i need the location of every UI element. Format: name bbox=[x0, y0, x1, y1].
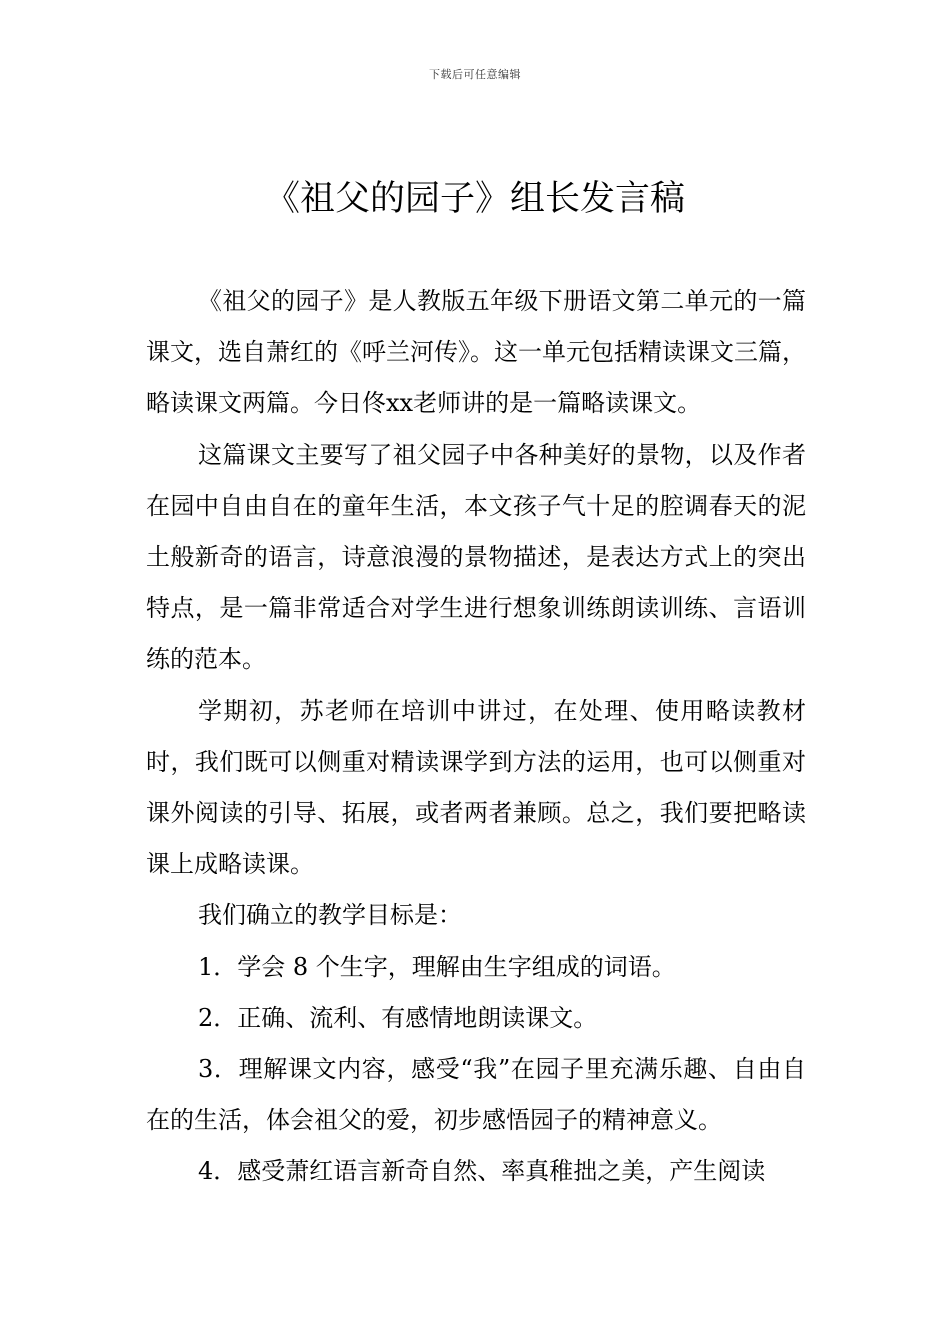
paragraph-content-summary: 这篇课文主要写了祖父园子中各种美好的景物，以及作者在园中自由自在的童年生活，本文孩子气十足的腔调春天的泥土般新奇的语言，诗意浪漫的景物描述，是表达方式上的突出特点，是一篇非常适合对学生进行想象训练朗读训练、言语训练的范本。 bbox=[146, 440, 806, 674]
goal-item-1: 1．学会 8 个生字，理解由生字组成的词语。 bbox=[198, 952, 676, 981]
goal-item-4: 4．感受萧红语言新奇自然、率真稚拙之美，产生阅读 bbox=[198, 1157, 766, 1186]
paragraph-goals-heading: 我们确立的教学目标是： bbox=[198, 901, 462, 930]
document-body bbox=[146, 276, 806, 1198]
goal-item-2: 2．正确、流利、有感情地朗读课文。 bbox=[198, 1003, 598, 1032]
paragraph-training-note: 学期初，苏老师在培训中讲过，在处理、使用略读教材时，我们既可以侧重对精读课学到方法的运用，也可以侧重对课外阅读的引导、拓展，或者两者兼顾。总之，我们要把略读课上成略读课。 bbox=[146, 696, 806, 879]
header-note: 下载后可任意编辑 bbox=[429, 68, 521, 81]
paragraph-intro: 《祖父的园子》是人教版五年级下册语文第二单元的一篇课文，选自萧红的《呼兰河传》。这一单元包括精读课文三篇，略读课文两篇。今日佟xx老师讲的是一篇略读课文。 bbox=[146, 287, 806, 418]
goal-item-3: 3．理解课文内容，感受“我”在园子里充满乐趣、自由自在的生活，体会祖父的爱，初步感悟园子的精神意义。 bbox=[146, 1055, 806, 1135]
document-title: 《祖父的园子》组长发言稿 bbox=[264, 179, 685, 219]
